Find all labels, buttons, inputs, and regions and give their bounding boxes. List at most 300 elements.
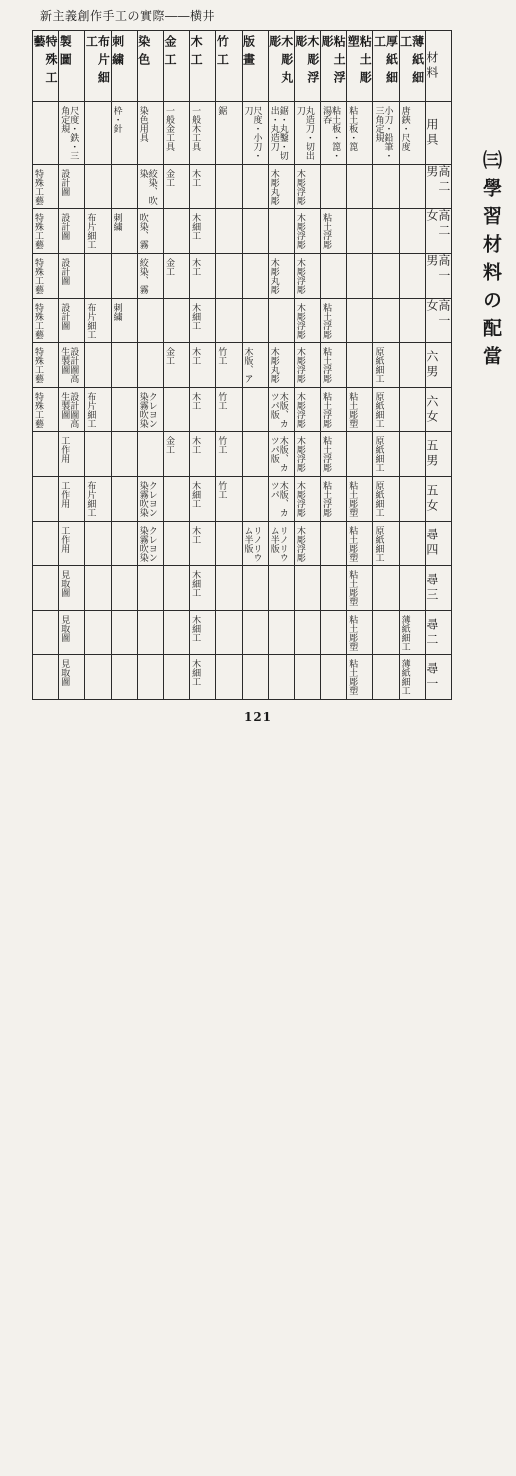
allocation-cell (242, 476, 268, 521)
allocation-cell (137, 164, 163, 209)
allocation-cell (163, 209, 189, 254)
tools-cell (190, 101, 216, 164)
allocation-cell (33, 343, 59, 388)
material-header-cell (85, 31, 111, 102)
allocation-text: 木彫丸彫 (268, 257, 279, 294)
grade-label: 高二女 (424, 209, 451, 240)
allocation-text: 布片細工 (85, 480, 96, 517)
grade-label: 六女 (424, 394, 439, 425)
allocation-cell (33, 209, 59, 254)
material-name: 薄紙細工 (398, 35, 425, 89)
allocation-cell (111, 209, 137, 254)
running-header: 新主義創作手工の實際――横井 (40, 8, 216, 23)
allocation-cell (85, 655, 111, 700)
allocation-text: 吹染、霧 (137, 213, 148, 250)
allocation-cell (111, 566, 137, 611)
allocation-text: 竹工 (216, 347, 227, 366)
grade-row (33, 521, 452, 566)
allocation-cell (59, 432, 85, 477)
grade-header-cell (425, 298, 451, 343)
allocation-text: リノリウム半版 (268, 525, 288, 562)
allocation-cell (190, 521, 216, 566)
allocation-cell (321, 343, 347, 388)
allocation-cell (216, 343, 242, 388)
allocation-cell (347, 655, 373, 700)
material-header-cell (321, 31, 347, 102)
allocation-text: 絞染、吹染 (137, 168, 157, 205)
allocation-cell (111, 343, 137, 388)
allocation-cell (111, 298, 137, 343)
allocation-cell (85, 253, 111, 298)
allocation-text: 木彫浮彫 (294, 168, 305, 205)
section-title: ㈢學習材料の配當 (480, 150, 502, 374)
allocation-text: 木版、ア (242, 347, 253, 384)
allocation-cell (294, 387, 320, 432)
allocation-text: 布片細工 (85, 302, 96, 339)
allocation-cell (59, 209, 85, 254)
allocation-cell (373, 209, 399, 254)
allocation-cell (85, 521, 111, 566)
allocation-cell (268, 387, 294, 432)
material-name: 布片細工 (84, 35, 111, 89)
grade-row (33, 253, 452, 298)
allocation-text: 刺繍 (111, 302, 122, 321)
allocation-text: 金工 (163, 168, 174, 187)
tools-cell (268, 101, 294, 164)
allocation-cell (190, 387, 216, 432)
material-header-row (33, 31, 452, 102)
grade-row (33, 387, 452, 432)
allocation-text: 木細工 (190, 614, 201, 642)
allocation-text: 工作用 (59, 480, 70, 508)
allocation-text: 粘土彫塑 (347, 659, 358, 696)
material-name: 特殊工藝 (32, 35, 58, 89)
allocation-cell (33, 610, 59, 655)
material-header-cell (163, 31, 189, 102)
allocation-cell (190, 476, 216, 521)
allocation-cell (163, 298, 189, 343)
allocation-cell (163, 387, 189, 432)
allocation-cell (399, 253, 425, 298)
allocation-cell (373, 476, 399, 521)
allocation-cell (33, 655, 59, 700)
allocation-cell (137, 343, 163, 388)
allocation-cell (242, 253, 268, 298)
grade-label: 尋三 (424, 572, 439, 603)
allocation-cell (321, 298, 347, 343)
allocation-cell (399, 343, 425, 388)
grade-label: 六男 (424, 349, 439, 380)
allocation-cell (347, 387, 373, 432)
allocation-cell (59, 610, 85, 655)
allocation-cell (268, 521, 294, 566)
allocation-cell (268, 432, 294, 477)
allocation-cell (59, 476, 85, 521)
allocation-cell (399, 298, 425, 343)
material-header-cell (111, 31, 137, 102)
grade-row (33, 432, 452, 477)
allocation-cell (321, 209, 347, 254)
allocation-cell (111, 432, 137, 477)
allocation-text: 粘土浮彫 (321, 302, 332, 339)
allocation-text: 木細工 (190, 480, 201, 508)
allocation-cell (268, 610, 294, 655)
allocation-cell (137, 566, 163, 611)
allocation-cell (33, 521, 59, 566)
allocation-text: 原紙細工 (373, 525, 384, 562)
allocation-cell (163, 476, 189, 521)
allocation-text: クレヨン染霧吹染 (137, 480, 157, 517)
allocation-text: 金工 (163, 347, 174, 366)
allocation-cell (190, 655, 216, 700)
material-header-cell (242, 31, 268, 102)
allocation-text: 木彫浮彫 (294, 213, 305, 250)
allocation-cell (163, 566, 189, 611)
grade-header-cell (425, 31, 451, 102)
grade-label: 五男 (424, 439, 439, 470)
allocation-cell (137, 610, 163, 655)
allocation-text: 設計圖 (59, 168, 70, 196)
allocation-cell (216, 209, 242, 254)
allocation-cell (242, 432, 268, 477)
allocation-cell (216, 432, 242, 477)
grade-row (33, 164, 452, 209)
allocation-cell (85, 610, 111, 655)
allocation-text: 粘土彫塑 (347, 480, 358, 517)
allocation-cell (399, 566, 425, 611)
allocation-text: 粘土彫塑 (347, 614, 358, 651)
allocation-cell (216, 164, 242, 209)
allocation-cell (268, 253, 294, 298)
allocation-text: 工作用 (59, 436, 70, 464)
allocation-cell (190, 298, 216, 343)
allocation-text: 特殊工藝 (33, 257, 43, 294)
allocation-cell (33, 476, 59, 521)
tools-cell (111, 101, 137, 164)
allocation-text: 木工 (190, 525, 201, 544)
allocation-text: 竹工 (216, 391, 227, 410)
allocation-cell (294, 343, 320, 388)
allocation-cell (216, 476, 242, 521)
allocation-text: 設計圖高生製圖 (59, 347, 79, 384)
allocation-cell (85, 298, 111, 343)
grade-label: 高二男 (424, 164, 451, 195)
allocation-cell (268, 298, 294, 343)
allocation-text: 粘土浮彫 (321, 347, 332, 384)
material-allocation-table (32, 30, 452, 700)
allocation-cell (163, 432, 189, 477)
allocation-text: 原紙細工 (373, 480, 384, 517)
allocation-cell (163, 521, 189, 566)
tools-text: 染色用具 (137, 105, 148, 142)
allocation-cell (347, 343, 373, 388)
tools-text: 丸造刀・切出刀 (294, 105, 314, 160)
allocation-cell (373, 343, 399, 388)
allocation-cell (294, 655, 320, 700)
allocation-cell (216, 253, 242, 298)
grade-label: 高一男 (424, 253, 451, 284)
material-header-cell (399, 31, 425, 102)
allocation-cell (137, 432, 163, 477)
allocation-cell (268, 566, 294, 611)
allocation-cell (111, 387, 137, 432)
material-header-cell (294, 31, 320, 102)
allocation-cell (399, 610, 425, 655)
allocation-cell (321, 253, 347, 298)
tools-cell (163, 101, 189, 164)
allocation-cell (137, 209, 163, 254)
allocation-text: 特殊工藝 (33, 168, 43, 205)
allocation-cell (321, 432, 347, 477)
allocation-cell (242, 566, 268, 611)
material-header-cell (268, 31, 294, 102)
allocation-text: 設計圖 (59, 257, 70, 285)
grade-row (33, 566, 452, 611)
tools-cell (137, 101, 163, 164)
tools-text: 枠・針 (111, 105, 122, 133)
material-name: 版畫 (241, 35, 256, 71)
allocation-text: 設計圖 (59, 213, 70, 241)
allocation-cell (85, 387, 111, 432)
grade-label: 尋四 (424, 528, 439, 559)
allocation-cell (242, 655, 268, 700)
allocation-text: 布片細工 (85, 391, 96, 428)
allocation-text: 木彫浮彫 (294, 436, 305, 473)
grade-row (33, 610, 452, 655)
allocation-text: 木版、カツパ (268, 480, 288, 517)
tools-cell (33, 101, 59, 164)
allocation-cell (373, 298, 399, 343)
material-header-cell (137, 31, 163, 102)
allocation-cell (216, 298, 242, 343)
allocation-cell (321, 655, 347, 700)
allocation-cell (399, 432, 425, 477)
allocation-cell (242, 298, 268, 343)
allocation-text: 竹工 (216, 480, 227, 499)
allocation-cell (137, 253, 163, 298)
tools-cell (85, 101, 111, 164)
allocation-cell (111, 655, 137, 700)
allocation-cell (33, 387, 59, 432)
allocation-cell (242, 209, 268, 254)
allocation-cell (294, 164, 320, 209)
allocation-cell (242, 610, 268, 655)
allocation-text: 工作用 (59, 525, 70, 553)
allocation-cell (268, 164, 294, 209)
allocation-text: 絞染、霧 (137, 257, 148, 294)
allocation-text: 木彫浮彫 (294, 391, 305, 428)
allocation-text: 薄紙細工 (399, 614, 410, 651)
allocation-cell (347, 521, 373, 566)
material-name: 粘土浮彫 (320, 35, 347, 89)
allocation-cell (242, 387, 268, 432)
allocation-text: クレヨン染霧吹染 (137, 525, 157, 562)
allocation-cell (347, 253, 373, 298)
grade-header-cell (425, 521, 451, 566)
grade-row (33, 298, 452, 343)
material-name: 竹工 (215, 35, 230, 71)
allocation-cell (111, 521, 137, 566)
allocation-text: 木工 (190, 391, 201, 410)
allocation-text: 粘土彫塑 (347, 570, 358, 607)
grade-header-cell (425, 164, 451, 209)
allocation-cell (190, 610, 216, 655)
allocation-cell (373, 164, 399, 209)
allocation-cell (347, 566, 373, 611)
allocation-cell (163, 610, 189, 655)
tools-text: 一般金工具 (163, 105, 174, 151)
allocation-text: 粘土浮彫 (321, 436, 332, 473)
allocation-cell (242, 164, 268, 209)
allocation-text: 竹工 (216, 436, 227, 455)
allocation-cell (163, 655, 189, 700)
allocation-text: 木工 (190, 168, 201, 187)
tools-text: 尺度・鉄・三角定規 (59, 105, 79, 160)
allocation-cell (268, 476, 294, 521)
allocation-cell (59, 387, 85, 432)
grade-row (33, 209, 452, 254)
tools-text: 鋸 (216, 105, 227, 115)
material-header-cell (347, 31, 373, 102)
allocation-text: 木彫浮彫 (294, 347, 305, 384)
allocation-cell (190, 164, 216, 209)
allocation-text: 木工 (190, 436, 201, 455)
allocation-text: 木彫浮彫 (294, 525, 305, 562)
tools-cell (321, 101, 347, 164)
material-header-cell (59, 31, 85, 102)
allocation-text: 粘土彫塑 (347, 525, 358, 562)
allocation-text: 木工 (190, 257, 201, 276)
allocation-cell (163, 253, 189, 298)
material-name: 厚紙細工 (372, 35, 399, 89)
allocation-text: 木版、カツパ版 (268, 391, 288, 428)
grade-header-cell (425, 566, 451, 611)
tools-text: 粘土板・箆・湯呑 (321, 105, 341, 160)
allocation-cell (268, 655, 294, 700)
tools-text: 唐鋏・尺度 (399, 105, 410, 151)
allocation-text: 刺繍 (111, 213, 122, 232)
allocation-text: 特殊工藝 (33, 347, 43, 384)
grade-label: 五女 (424, 483, 439, 514)
allocation-cell (59, 164, 85, 209)
allocation-cell (85, 476, 111, 521)
allocation-text: 原紙細工 (373, 436, 384, 473)
tools-cell (373, 101, 399, 164)
grade-header-cell (425, 432, 451, 477)
material-name: 刺繍 (110, 35, 125, 71)
tools-cell (59, 101, 85, 164)
allocation-cell (242, 343, 268, 388)
material-header-cell (33, 31, 59, 102)
allocation-cell (321, 387, 347, 432)
allocation-cell (33, 432, 59, 477)
material-name: 粘土彫塑 (346, 35, 373, 89)
allocation-cell (294, 476, 320, 521)
grade-header-cell (425, 610, 451, 655)
allocation-text: 木細工 (190, 659, 201, 687)
allocation-cell (347, 610, 373, 655)
allocation-text: 粘土浮彫 (321, 480, 332, 517)
allocation-cell (216, 387, 242, 432)
allocation-cell (190, 209, 216, 254)
grade-header-cell (425, 387, 451, 432)
tools-text: 鋸・丸鑿・切出・丸造刀 (268, 105, 288, 160)
allocation-cell (347, 298, 373, 343)
allocation-cell (399, 655, 425, 700)
allocation-cell (399, 209, 425, 254)
grade-label: 材料 (424, 50, 439, 81)
allocation-text: 木工 (190, 347, 201, 366)
allocation-text: 見取圖 (59, 659, 70, 687)
material-name: 木彫浮彫 (293, 35, 320, 89)
allocation-text: 原紙細工 (373, 347, 384, 384)
allocation-cell (294, 298, 320, 343)
allocation-cell (190, 566, 216, 611)
allocation-cell (373, 655, 399, 700)
material-name: 木工 (189, 35, 204, 71)
tools-cell (216, 101, 242, 164)
allocation-cell (85, 209, 111, 254)
allocation-text: 木彫丸彫 (268, 168, 279, 205)
allocation-cell (347, 432, 373, 477)
allocation-cell (268, 343, 294, 388)
allocation-cell (294, 610, 320, 655)
allocation-cell (190, 343, 216, 388)
grade-label: 用具 (424, 117, 439, 148)
material-name: 木彫丸彫 (267, 35, 294, 89)
grade-header-cell (425, 343, 451, 388)
material-name: 金工 (162, 35, 177, 71)
allocation-text: 木細工 (190, 302, 201, 330)
allocation-cell (85, 432, 111, 477)
allocation-text: 特殊工藝 (33, 213, 43, 250)
allocation-cell (373, 432, 399, 477)
grade-row (33, 343, 452, 388)
grade-header-cell (425, 209, 451, 254)
allocation-text: 設計圖 (59, 302, 70, 330)
tools-text: 小刀・鉛筆・三角定規 (373, 105, 393, 160)
allocation-cell (137, 298, 163, 343)
allocation-cell (59, 521, 85, 566)
allocation-text: クレヨン染霧吹染 (137, 391, 157, 428)
allocation-cell (242, 521, 268, 566)
allocation-cell (399, 387, 425, 432)
allocation-cell (33, 253, 59, 298)
material-name: 製圖 (58, 35, 73, 71)
grade-row (33, 476, 452, 521)
allocation-cell (59, 566, 85, 611)
allocation-text: 設計圖高生製圖 (59, 391, 79, 428)
page-number: 121 (243, 710, 273, 724)
material-header-cell (373, 31, 399, 102)
allocation-text: 木彫浮彫 (294, 480, 305, 517)
allocation-cell (294, 209, 320, 254)
allocation-text: 布片細工 (85, 213, 96, 250)
grade-header-cell (425, 655, 451, 700)
allocation-text: 見取圖 (59, 570, 70, 598)
allocation-text: 特殊工藝 (33, 391, 43, 428)
allocation-text: 粘土浮彫 (321, 391, 332, 428)
tools-text: 一般木工具 (190, 105, 201, 151)
tools-cell (294, 101, 320, 164)
allocation-cell (373, 253, 399, 298)
allocation-cell (268, 209, 294, 254)
material-header-cell (216, 31, 242, 102)
allocation-cell (347, 164, 373, 209)
allocation-cell (216, 566, 242, 611)
allocation-cell (399, 476, 425, 521)
allocation-text: 金工 (163, 436, 174, 455)
